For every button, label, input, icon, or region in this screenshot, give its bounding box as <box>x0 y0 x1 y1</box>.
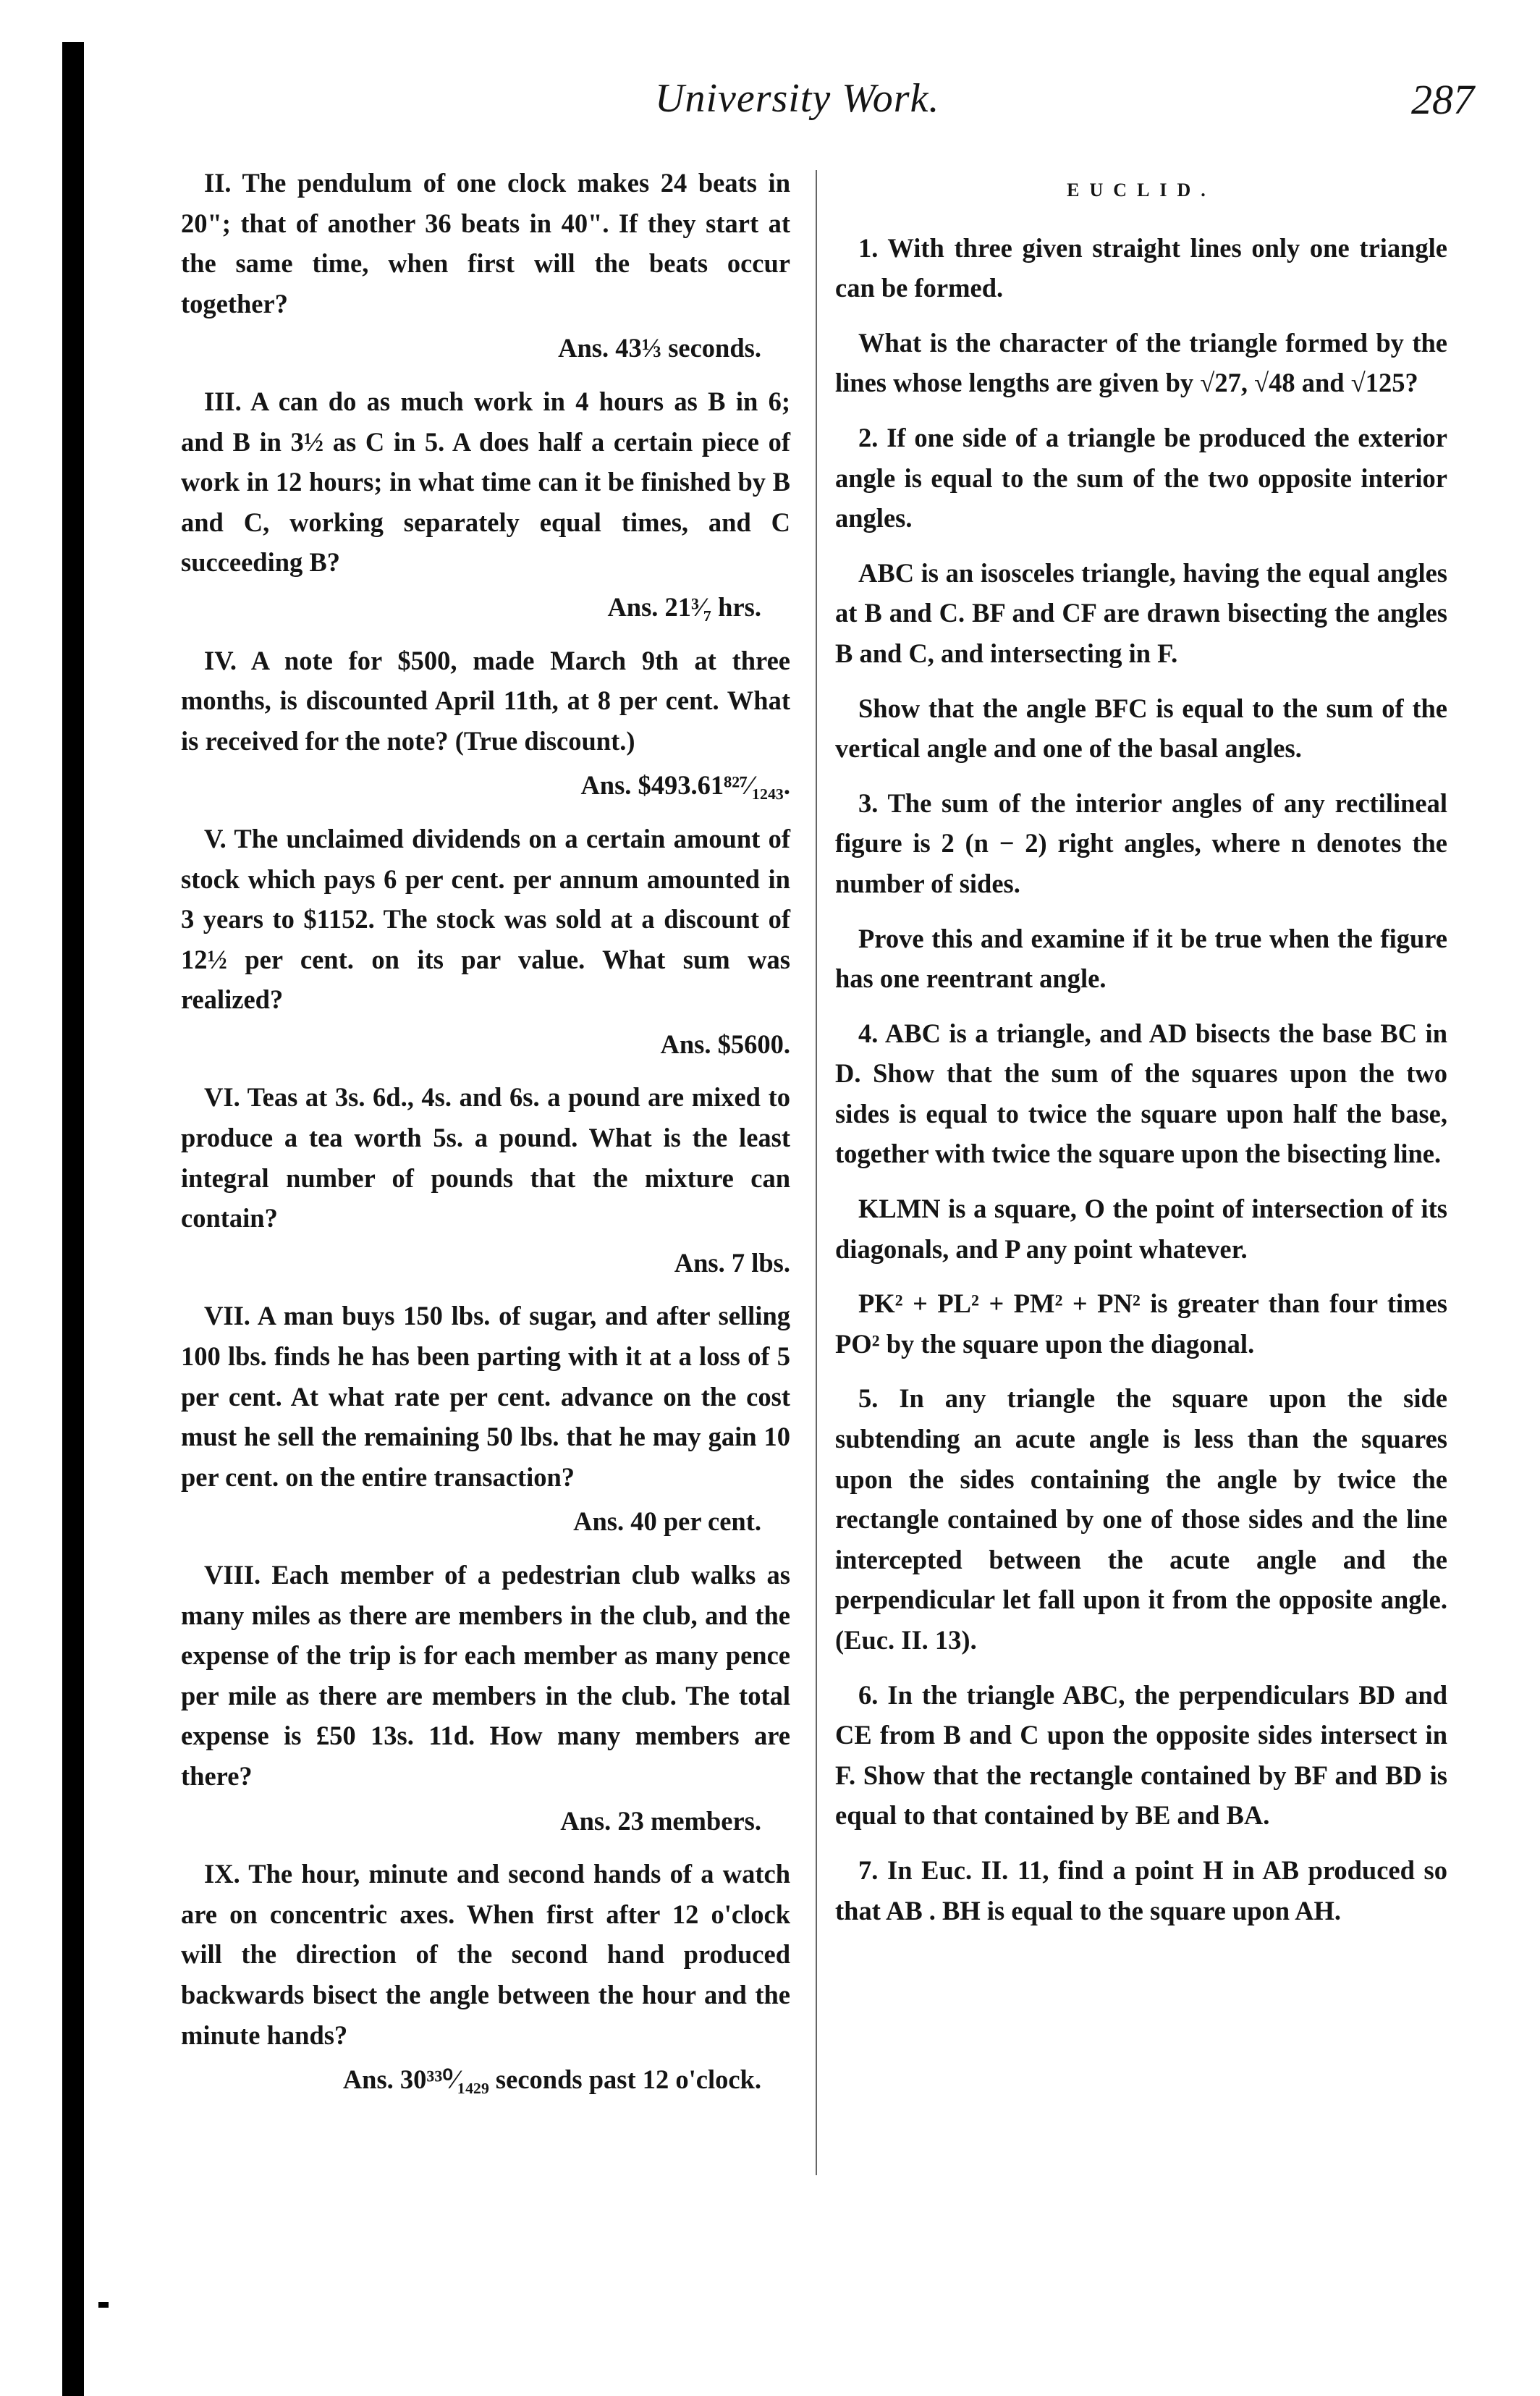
problem-4: IV. A note for $500, made March 9th at three months, is discounted April 11th, at 8 per cent. What is received for the note? (True discount.) <box>181 645 790 756</box>
euclid-5: 5. In any triangle the square upon the side subtending an acute angle is less than the squares upon the sides containing the angle by twice the rectangle contained by one of those sides and the line intercepted between the acute angle and the perpendicular let fall upon it from the opposite angle. (Euc. II. 13). <box>835 1383 1447 1655</box>
answer-8: Ans. 23 members. <box>560 1805 761 1836</box>
column-divider <box>816 170 817 2175</box>
problem-9: IX. The hour, minute and second hands of a watch are on concentric axes. When first after 12 o'clock will the direction of the second hand produced backwards bisect the angle between the hour and the minute hands? <box>181 1859 790 2050</box>
euclid-4: 4. ABC is a triangle, and AD bisects the base BC in D. Show that the sum of the squares upon the two sides is equal to twice the square upon half the base, together with twice the square upon the bisecting line. <box>835 1018 1447 1169</box>
problem-8: VIII. Each member of a pedestrian club walks as many miles as there are members in the club, and the expense of the trip is for each member as many pence per mile as there are members in the club. The total expense is £50 13s. 11d. How many members are there? <box>181 1560 790 1791</box>
euclid-3: 3. The sum of the interior angles of any rectilineal figure is 2 (n − 2) right angles, where n denotes the number of sides. <box>835 788 1447 898</box>
running-head <box>0 75 1540 133</box>
answer-9: Ans. 30³³⁰⁄₁₄₂₉ seconds past 12 o'clock. <box>342 2064 761 2095</box>
euclid-7: 7. In Euc. II. 11, find a point H in AB produced so that AB . BH is equal to the square upon AH. <box>835 1855 1447 1925</box>
problem-5: V. The unclaimed dividends on a certain amount of stock which pays 6 per cent. per annum amounted in 3 years to $1152. The stock was sold at a discount of 12½ per cent. on its par value. What sum was realized? <box>181 823 790 1015</box>
answer-3: Ans. 21³⁄₇ hrs. <box>607 591 761 622</box>
answer-5: Ans. $5600. <box>660 1029 790 1059</box>
euclid-3-prove: Prove this and examine if it be true when the figure has one reentrant angle. <box>835 923 1447 994</box>
euclid-2: 2. If one side of a triangle be produced the exterior angle is equal to the sum of the two opposite interior angles. <box>835 422 1447 533</box>
section-heading: EUCLID. <box>1067 180 1216 201</box>
page-number: 287 <box>1411 76 1474 123</box>
problem-6: VI. Teas at 3s. 6d., 4s. and 6s. a pound are mixed to produce a tea worth 5s. a pound. What is the least integral number of pounds that the mixture can contain? <box>181 1082 790 1233</box>
problem-3: III. A can do as much work in 4 hours as B in 6; and B in 3½ as C in 5. A does half a certain piece of work in 12 hours; in what time can it be finished by B and C, working separately equal times, and C succeeding B? <box>181 386 790 578</box>
problem-7: VII. A man buys 150 lbs. of sugar, and after selling 100 lbs. finds he has been parting with it at a loss of 5 per cent. At what rate per cent. advance on the cost must he sell the remaining 50 lbs. that he may gain 10 per cent. on the entire transaction? <box>181 1301 790 1492</box>
left-column <box>181 163 790 2113</box>
answer-6: Ans. 7 lbs. <box>674 1247 790 1278</box>
right-column <box>835 163 1447 1945</box>
euclid-4-inequality: PK² + PL² + PM² + PN² is greater than four times PO² by the square upon the diagonal. <box>835 1288 1447 1359</box>
problem-2: II. The pendulum of one clock makes 24 beats in 20"; that of another 36 beats in 40". If they start at the same time, when first will the beats occur together? <box>181 168 790 319</box>
euclid-1: 1. With three given straight lines only one triangle can be formed. <box>835 232 1447 303</box>
scan-mark <box>98 2302 109 2308</box>
euclid-1-question: What is the character of the triangle formed by the lines whose lengths are given by √27, √48 and √125? <box>835 327 1447 398</box>
running-title: University Work. <box>655 76 940 121</box>
answer-7: Ans. 40 per cent. <box>573 1506 761 1537</box>
euclid-2-triangle: ABC is an isosceles triangle, having the equal angles at B and C. BF and CF are drawn bisecting the angles B and C, and intersecting in F. <box>835 557 1447 668</box>
answer-4: Ans. $493.61⁸²⁷⁄₁₂₄₃. <box>580 770 790 801</box>
euclid-2-show: Show that the angle BFC is equal to the sum of the vertical angle and one of the basal angles. <box>835 693 1447 764</box>
binding-edge <box>62 42 84 2396</box>
euclid-6: 6. In the triangle ABC, the perpendiculars BD and CE from B and C upon the opposite sides intersect in F. Show that the rectangle contained by BF and BD is equal to that contained by BE and BA. <box>835 1679 1447 1831</box>
euclid-4-square: KLMN is a square, O the point of intersection of its diagonals, and P any point whatever. <box>835 1194 1447 1264</box>
answer-2: Ans. 43⅓ seconds. <box>558 333 761 363</box>
